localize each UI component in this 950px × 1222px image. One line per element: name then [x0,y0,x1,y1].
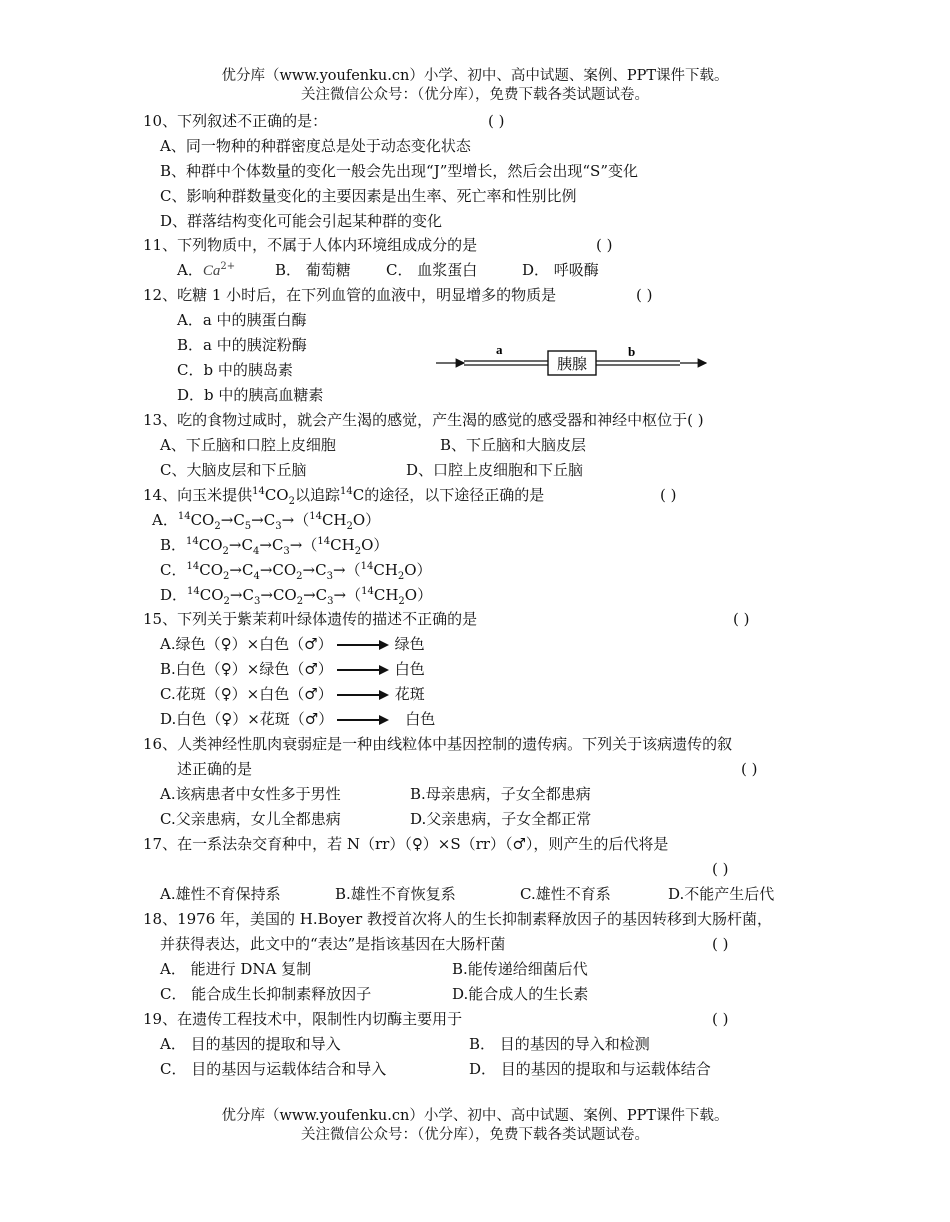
q15-option-a [160,633,425,655]
q10-answer-blank: ( ) [488,112,505,130]
q11-option-a [177,259,235,281]
result-text: 白色 [405,710,436,728]
paren-open: （ [294,511,310,529]
q16-stem-line-1: 16、人类神经性肌肉衰弱症是一种由线粒体中基因控制的遗传病。下列关于该病遗传的叙 [143,735,733,753]
q14-option-a [152,509,380,531]
arrow-glyph: → [259,536,272,554]
q19-option-b: B． 目的基因的导入和检测 [469,1035,650,1053]
q12-option-d: D．b 中的胰高血糖素 [177,386,324,404]
sub-2: 2 [398,596,405,607]
isotope-14: 14 [317,536,331,547]
result-text: 白色 [394,660,425,678]
cross-text: B.白色（♀）×绿色（♂） [160,660,333,678]
right-arrow-icon [337,715,389,725]
carbon-text: C [241,561,254,579]
calcium-charge: 2+ [220,261,236,272]
co2-text: CO [190,511,215,529]
isotope-14: 14 [186,536,199,547]
sub-2: 2 [223,571,230,582]
q13-option-b: B、下丘脑和大脑皮层 [440,436,587,454]
q14-option-c [160,559,432,581]
q16-option-d: D.父亲患病，子女全都正常 [410,810,592,828]
right-arrow-icon [337,640,389,650]
q15-stem: 15、下列关于紫茉莉叶绿体遗传的描述不正确的是 [143,610,478,628]
paren-open: （ [346,586,362,604]
q10-option-a: A、同一物种的种群密度总是处于动态变化状态 [160,137,471,155]
q13-option-a: A、下丘脑和口腔上皮细胞 [160,436,336,454]
q12-answer-blank: ( ) [636,286,653,304]
sub-2: 2 [223,596,230,607]
q15-option-c [160,683,425,705]
arrow-glyph: → [229,586,243,604]
q10-option-d: D、群落结构变化可能会引起某种群的变化 [160,212,443,230]
sub-3: 3 [253,596,261,607]
isotope-14: 14 [309,511,322,522]
ch2o-end: O） [352,511,381,529]
paren-open: （ [345,561,361,579]
arrow-glyph: → [302,561,316,579]
q18-option-a: A． 能进行 DNA 复制 [160,960,312,978]
header-line-1: 优分库（www.youfenku.cn）小学、初中、高中试题、案例、PPT课件下载。 [221,68,729,84]
ch2o-text: CH [373,561,398,579]
q13-option-c: C、大脑皮层和下丘脑 [160,461,307,479]
sub-4: 4 [252,546,260,557]
sub-4: 4 [253,571,260,582]
sub-5: 5 [244,521,252,532]
co2-text: CO [199,561,223,579]
sub-3: 3 [283,546,290,557]
arrow-glyph: → [220,511,234,529]
carbon-text: C [233,511,245,529]
footer-line-2: 关注微信公众号：（优分库），免费下载各类试题试卷。 [301,1127,649,1143]
carbon-text: C [242,586,254,604]
carbon-text: C [315,586,328,604]
option-label: B． [160,536,187,554]
arrow-glyph: → [289,536,303,554]
q14-answer-blank: ( ) [660,486,677,504]
q17-option-d: D.不能产生后代 [668,885,775,903]
isotope-14: 14 [361,586,374,597]
isotope-14: 14 [252,486,265,497]
sub-3: 3 [326,571,333,582]
q15-option-b [160,658,425,680]
sub-2: 2 [214,521,221,532]
co2-text: CO [199,586,224,604]
paren-open: （ [302,536,318,554]
right-arrow-icon [337,665,389,675]
q17-stem: 17、在一系法杂交育种中，若 N（rr）（♀）×S（rr）（♂），则产生的后代将是 [143,835,669,853]
sub-2: 2 [288,496,295,507]
pancreas-blood-vessel-diagram [430,340,720,390]
isotope-14: 14 [187,586,200,597]
q14-stem-part: 14、向玉米提供 [143,486,253,504]
arrow-glyph: → [303,586,316,604]
footer-line-1: 优分库（www.youfenku.cn）小学、初中、高中试题、案例、PPT课件下载。 [221,1108,729,1124]
q15-option-d [160,708,435,730]
sub-3: 3 [275,521,282,532]
q16-option-c: C.父亲患病，女儿全都患病 [160,810,341,828]
ch2o-text: CH [373,586,399,604]
q14-option-b [160,534,388,556]
vessel-a-label: a [496,342,503,357]
sub-2: 2 [296,571,303,582]
isotope-14: 14 [177,511,191,522]
result-text: 绿色 [394,635,425,653]
sub-2: 2 [296,596,304,607]
q18-option-b: B.能传递给细菌后代 [452,960,588,978]
q11-option-b: B． 葡萄糖 [275,261,351,279]
co2-text: CO [272,561,297,579]
ch2o-text: CH [321,511,347,529]
q18-stem-line-2: 并获得表达，此文中的“表达”是指该基因在大肠杆菌 [160,935,506,953]
q16-answer-blank: ( ) [741,760,758,778]
q10-option-c: C、影响种群数量变化的主要因素是出生率、死亡率和性别比例 [160,187,577,205]
q14-option-d [160,584,432,606]
arrow-glyph: → [332,561,346,579]
q12-option-c: C．b 中的胰岛素 [177,361,293,379]
q12-option-b: B．a 中的胰淀粉酶 [177,336,307,354]
calcium-symbol: Ca [202,263,221,279]
carbon-text: C [352,486,365,504]
q19-option-a: A． 目的基因的提取和导入 [160,1035,341,1053]
carbon-text: C [263,511,276,529]
arrow-glyph: → [229,561,242,579]
option-label: A． [152,511,178,529]
ch2o-end: O） [361,536,389,554]
q13-stem: 13、吃的食物过咸时，就会产生渴的感觉，产生渴的感觉的感受器和神经中枢位于( ) [143,411,704,429]
q18-option-c: C． 能合成生长抑制素释放因子 [160,985,372,1003]
q15-answer-blank: ( ) [733,610,750,628]
q17-option-c: C.雄性不育系 [520,885,611,903]
q17-answer-blank: ( ) [712,860,729,878]
q12-option-a: A．a 中的胰蛋白酶 [177,311,307,329]
q18-option-d: D.能合成人的生长素 [452,985,589,1003]
arrow-glyph: → [333,586,347,604]
result-text: 花斑 [394,685,425,703]
option-label: D． [160,586,188,604]
q17-option-b: B.雄性不育恢复系 [335,885,456,903]
q19-stem: 19、在遗传工程技术中，限制性内切酶主要用于 [143,1010,463,1028]
sub-3: 3 [327,596,334,607]
ch2o-text: CH [330,536,355,554]
ch2o-end: O） [404,586,433,604]
q18-stem-line-1: 18、1976 年，美国的 H.Boyer 教授首次将人的生长抑制素释放因子的基因转移到大肠杆菌， [143,910,772,928]
arrow-glyph: → [251,511,264,529]
option-label: C． [160,561,187,579]
carbon-text: C [271,536,284,554]
q14-stem [143,484,544,506]
q11-option-c: C． 血浆蛋白 [386,261,478,279]
cross-text: D.白色（♀）×花斑（♂） [160,710,334,728]
q11-stem: 11、下列物质中，不属于人体内环境组成成分的是 [143,236,478,254]
isotope-14: 14 [186,561,200,572]
co2-text: CO [198,536,223,554]
q17-option-a: A.雄性不育保持系 [160,885,281,903]
arrow-glyph: → [259,561,273,579]
vessel-b-label: b [628,344,636,359]
q18-answer-blank: ( ) [712,935,729,953]
q12-stem: 12、吃糖 1 小时后，在下列血管的血液中，明显增多的物质是 [143,286,557,304]
q11-option-a-label: A． [177,261,203,279]
q10-stem: 10、下列叙述不正确的是： [143,112,328,130]
ch2o-end: O） [404,561,432,579]
isotope-14: 14 [340,486,353,497]
arrow-glyph: → [260,586,273,604]
arrow-glyph: → [281,511,295,529]
sub-2: 2 [397,571,405,582]
q10-option-b: B、种群中个体数量的变化一般会先出现“J”型增长，然后会出现“S”变化 [160,162,638,180]
q11-option-d: D． 呼吸酶 [522,261,599,279]
co2-text: CO [272,586,297,604]
arrow-glyph: → [228,536,242,554]
header-line-2: 关注微信公众号：（优分库），免费下载各类试题试卷。 [301,87,649,103]
cross-text: A.绿色（♀）×白色（♂） [160,635,333,653]
q16-option-a: A.该病患者中女性多于男性 [160,785,341,803]
q14-stem-part: 以追踪 [294,486,340,504]
co2-text: CO [264,486,289,504]
sub-2: 2 [354,546,362,557]
q14-stem-part: 的途径，以下途径正确的是 [364,486,545,504]
q19-option-c: C． 目的基因与运载体结合和导入 [160,1060,387,1078]
isotope-14: 14 [360,561,374,572]
q11-answer-blank: ( ) [596,236,613,254]
sub-2: 2 [222,546,229,557]
carbon-text: C [315,561,327,579]
carbon-text: C [241,536,253,554]
q13-option-d: D、口腔上皮细胞和下丘脑 [406,461,584,479]
right-arrow-icon [337,690,389,700]
q16-option-b: B.母亲患病，子女全都患病 [410,785,591,803]
q19-option-d: D． 目的基因的提取和与运载体结合 [469,1060,711,1078]
cross-text: C.花斑（♀）×白色（♂） [160,685,333,703]
pancreas-label: 胰腺 [556,355,588,373]
sub-2: 2 [346,521,353,532]
q19-answer-blank: ( ) [712,1010,729,1028]
q16-stem-line-2: 述正确的是 [177,760,253,778]
